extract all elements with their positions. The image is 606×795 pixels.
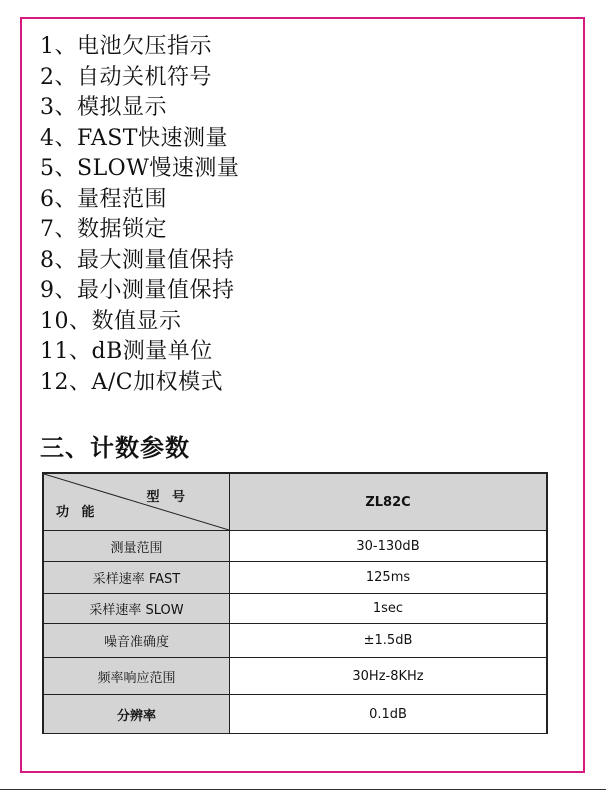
footer-divider <box>0 789 606 790</box>
header-model-label: 型 号 <box>146 490 189 505</box>
feature-item: 10、数值显示 <box>40 308 182 334</box>
row-label: 噪音准确度 <box>43 624 230 658</box>
feature-item: 8、最大测量值保持 <box>40 247 235 273</box>
row-value: ±1.5dB <box>230 624 548 658</box>
feature-item: 2、自动关机符号 <box>40 64 212 90</box>
table-row <box>43 695 547 734</box>
feature-item: 1、电池欠压指示 <box>40 34 212 59</box>
table-row <box>43 658 547 695</box>
feature-item: 11、dB测量单位 <box>40 339 213 364</box>
row-value: 30Hz-8KHz <box>230 658 548 695</box>
row-value: 1sec <box>230 594 548 624</box>
feature-item: 7、数据锁定 <box>40 217 167 242</box>
row-label: 采样速率 SLOW <box>43 594 230 624</box>
feature-item: 9、最小测量值保持 <box>40 278 235 303</box>
feature-item: 3、模拟显示 <box>40 95 167 120</box>
feature-item: 4、FAST快速测量 <box>40 125 228 151</box>
table-row <box>43 624 547 658</box>
row-label: 分辨率 <box>43 695 230 734</box>
header-function-label: 功 能 <box>56 505 99 520</box>
feature-item: 6、量程范围 <box>40 186 167 212</box>
row-label: 频率响应范围 <box>43 658 230 695</box>
diagonal-header-cell <box>43 473 230 531</box>
feature-list <box>40 32 239 398</box>
table-row <box>43 562 547 594</box>
row-label: 测量范围 <box>43 531 230 562</box>
row-value: 125ms <box>230 562 548 594</box>
section-title: 三、计数参数 <box>40 433 190 462</box>
row-label: 采样速率 FAST <box>43 562 230 594</box>
row-value: 0.1dB <box>230 695 548 734</box>
table-row <box>43 594 547 624</box>
model-header-cell: ZL82C <box>230 473 548 531</box>
feature-item: 12、A/C加权模式 <box>40 369 224 395</box>
row-value: 30-130dB <box>230 531 548 562</box>
table-header-row <box>43 473 547 531</box>
table-row <box>43 531 547 562</box>
spec-table <box>42 472 548 734</box>
feature-item: 5、SLOW慢速测量 <box>40 156 240 181</box>
